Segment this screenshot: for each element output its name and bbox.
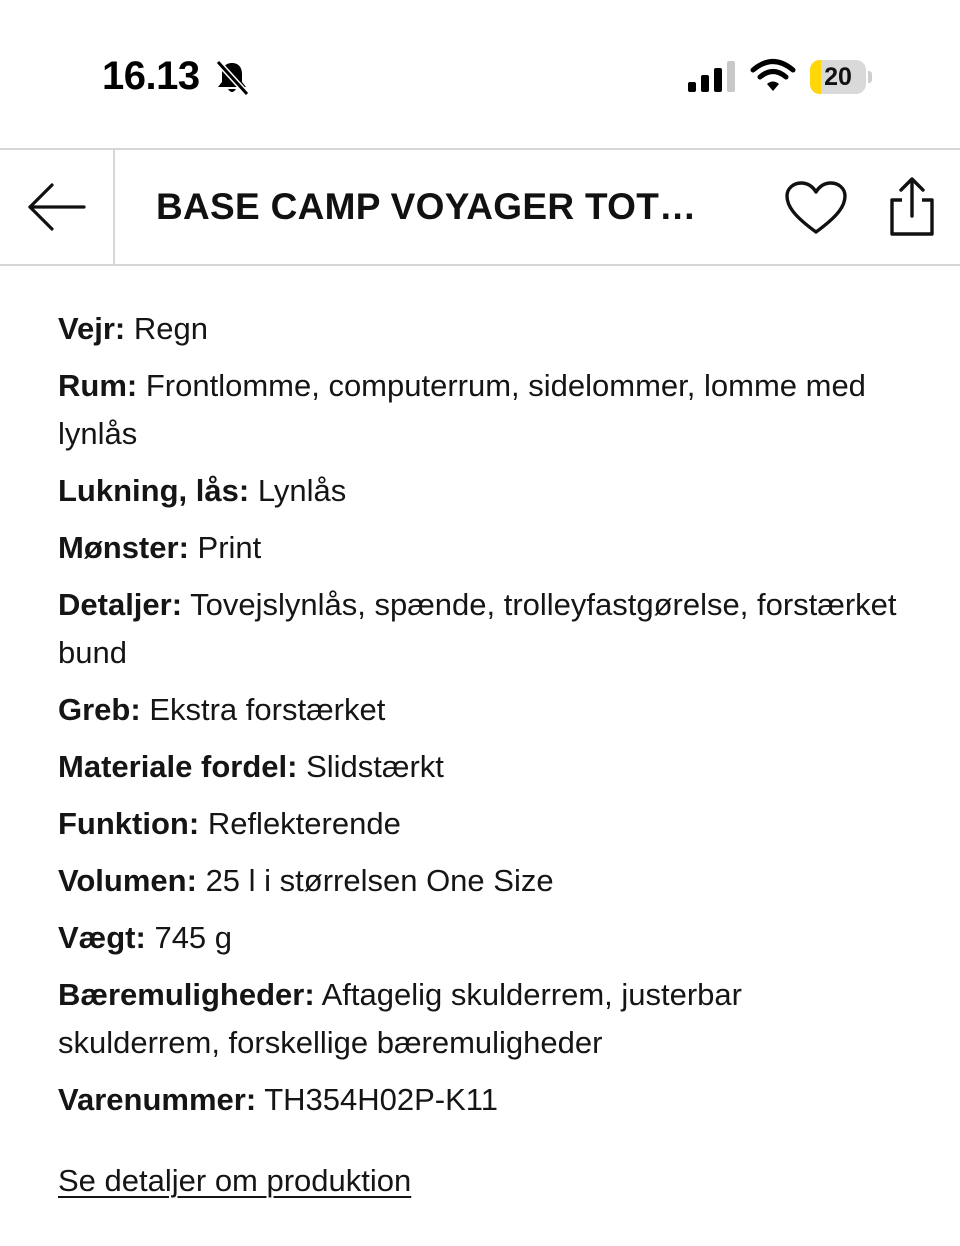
product-specs-list [58, 305, 898, 1133]
spec-label: Funktion: [58, 806, 200, 841]
battery-body [810, 60, 866, 94]
signal-icon [686, 60, 738, 94]
back-button[interactable] [0, 150, 115, 264]
spec-value: 25 l i størrelsen One Size [205, 863, 554, 898]
spec-label: Volumen: [58, 863, 197, 898]
spec-row [58, 686, 898, 734]
spec-label: Bæremuligheder: [58, 977, 315, 1012]
wifi-icon [750, 58, 796, 94]
spec-value: Regn [133, 311, 208, 346]
spec-label: Vejr: [58, 311, 126, 346]
status-bar [0, 0, 960, 150]
status-time: 16.13 [102, 54, 200, 98]
spec-value: Tovejslynlås, spænde, trolleyfastgørelse, forstærket bund [58, 587, 897, 670]
spec-label: Lukning, lås: [58, 473, 250, 508]
page-title: BASE CAMP VOYAGER TOT… [156, 186, 697, 227]
spec-value: Reflekterende [207, 806, 401, 841]
spec-label: Rum: [58, 368, 138, 403]
battery-cap [868, 71, 872, 83]
spec-label: Mønster: [58, 530, 189, 565]
spec-row [58, 743, 898, 791]
spec-value: 745 g [154, 920, 233, 955]
spec-value: Print [197, 530, 262, 565]
spec-row [58, 362, 898, 458]
battery-level: 20 [824, 63, 852, 91]
bell-slash-icon [212, 58, 252, 98]
spec-row [58, 857, 898, 905]
spec-label: Vægt: [58, 920, 146, 955]
spec-value: Frontlomme, computerrum, sidelommer, lomme med lynlås [58, 368, 866, 451]
spec-row [58, 581, 898, 677]
spec-row [58, 971, 898, 1067]
spec-row [58, 467, 898, 515]
heart-icon[interactable] [784, 180, 848, 236]
spec-value: Slidstærkt [306, 749, 444, 784]
spec-label: Greb: [58, 692, 141, 727]
spec-value: Ekstra forstærket [149, 692, 386, 727]
battery-icon [810, 60, 872, 94]
spec-value: TH354H02P-K11 [264, 1082, 498, 1117]
spec-label: Varenummer: [58, 1082, 257, 1117]
share-icon[interactable] [884, 176, 940, 238]
spec-label: Detaljer: [58, 587, 183, 622]
spec-row [58, 305, 898, 353]
production-details-link[interactable]: Se detaljer om produktion [58, 1163, 412, 1198]
spec-label: Materiale fordel: [58, 749, 298, 784]
spec-row [58, 1076, 898, 1124]
arrow-left-icon [26, 182, 88, 232]
spec-value: Aftagelig skulderrem, justerbar skulderrem, forskellige bæremuligheder [58, 977, 742, 1060]
spec-value: Lynlås [257, 473, 347, 508]
spec-row [58, 800, 898, 848]
spec-row [58, 524, 898, 572]
spec-row [58, 914, 898, 962]
product-header [0, 148, 960, 266]
